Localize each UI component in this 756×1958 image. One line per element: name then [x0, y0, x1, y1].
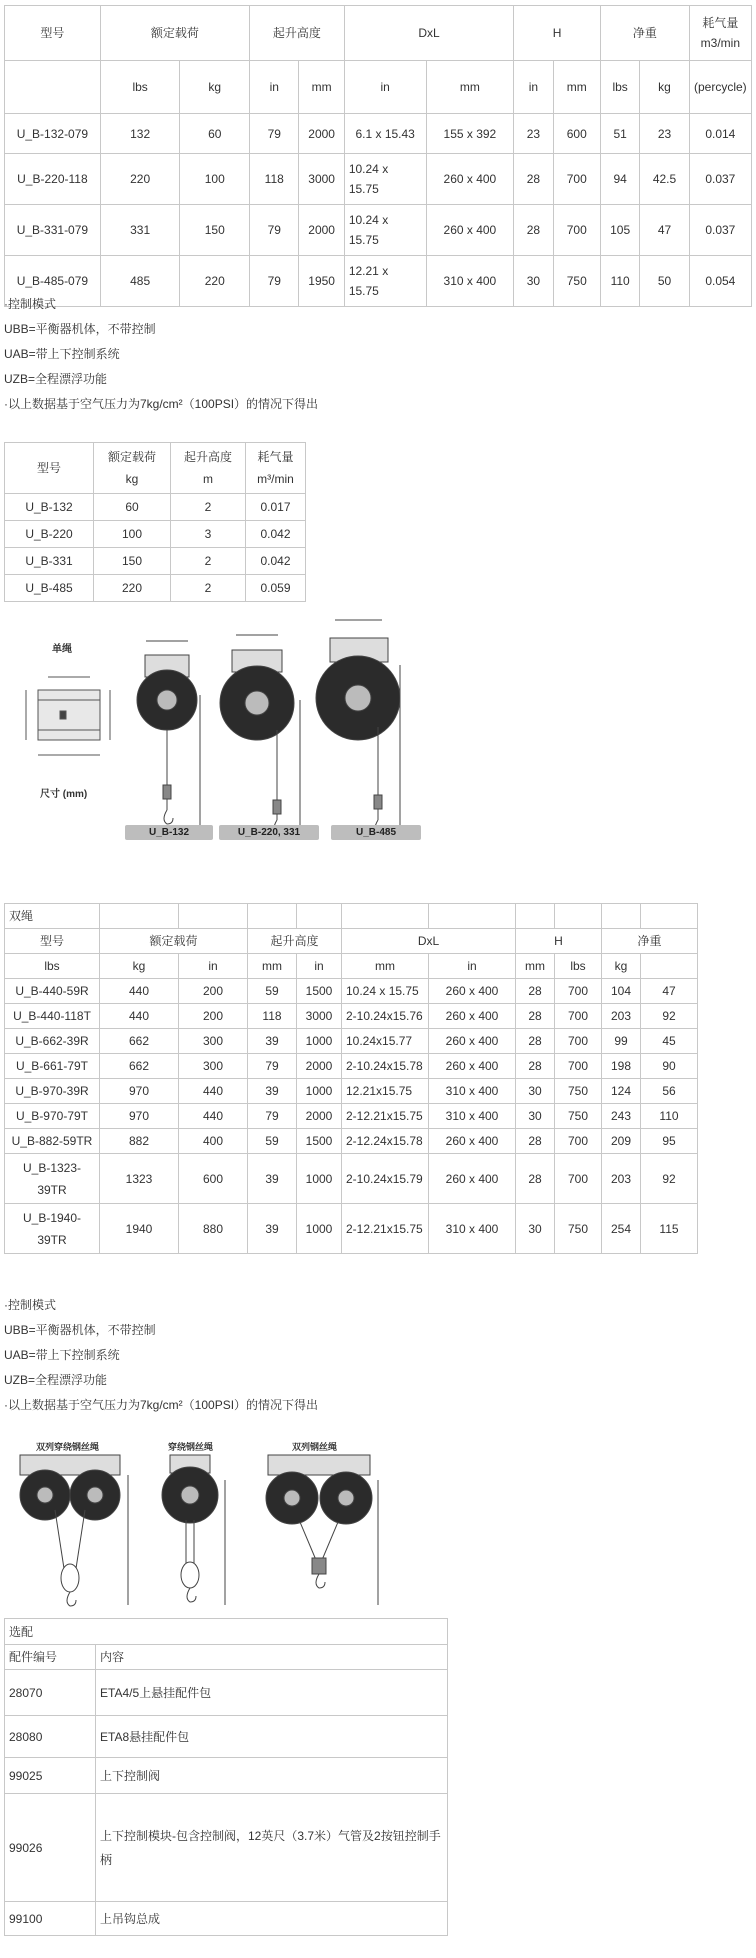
accessories-table [4, 1618, 448, 1936]
double-rope-figure [0, 1440, 420, 1615]
table-header-row: 型号 额定载荷 起升高度 DxL H 净重 [5, 929, 698, 954]
table-header-row: 配件编号 内容 [5, 1645, 448, 1670]
header-dxl: DxL [344, 6, 513, 61]
table-row: U_B-331-079 331 150 79 2000 10.24 x 15.75 260 x 400 28 700 105 47 0.037 [5, 205, 752, 256]
table-row: U_B-661-79T 662 300 79 2000 2-10.24x15.78 260 x 400 28 700 198 90 [5, 1054, 698, 1079]
side-view-drawing [26, 677, 110, 755]
table-row: U_B-440-118T 440 200 118 3000 2-10.24x15.76 260 x 400 28 700 203 92 [5, 1004, 698, 1029]
double-rope-label-3: 双列钢丝绳 [292, 1442, 338, 1452]
balancer-132-drawing [137, 641, 200, 830]
caption-ub-485: U_B-485 [331, 825, 421, 840]
header-air: 耗气量 m3/min [689, 6, 751, 61]
double-wire-drawing [266, 1455, 378, 1605]
caption-ub-220-331: U_B-220, 331 [219, 825, 319, 840]
single-rope-figure [0, 605, 440, 845]
balancer-drawings [0, 605, 440, 845]
table-header-row: 型号 额定载荷 kg 起升高度 m 耗气量 m³/min [5, 443, 306, 494]
double-rope-drawings [0, 1440, 420, 1615]
air-consumption-table [4, 442, 306, 602]
table-row: 99026 上下控制模块-包含控制阀，12英尺（3.7米）气管及2按钮控制手柄 [5, 1794, 448, 1902]
table-row: U_B-485 220 2 0.059 [5, 575, 306, 602]
header-lift-height: 起升高度 [250, 6, 345, 61]
double-reeving-drawing [20, 1455, 128, 1606]
table-row: U_B-132 60 2 0.017 [5, 494, 306, 521]
double-rope-label-1: 双列穿绕钢丝绳 [36, 1442, 100, 1452]
table-row: U_B-220 100 3 0.042 [5, 521, 306, 548]
table-row: U_B-970-79T 970 440 79 2000 2-12.21x15.75 310 x 400 30 750 243 110 [5, 1104, 698, 1129]
table-row: U_B-485-079 485 220 79 1950 12.21 x 15.75 310 x 400 30 750 110 50 0.054 [5, 256, 752, 307]
spec-table-double [4, 903, 698, 1254]
double-rope-label-2: 穿绕钢丝绳 [168, 1442, 214, 1452]
table-row: 28070 ETA4/5上悬挂配件包 [5, 1670, 448, 1716]
table-row: U_B-132-079 132 60 79 2000 6.1 x 15.43 155 x 392 23 600 51 23 0.014 [5, 114, 752, 154]
table-unit-row: lbs kg in mm in mm in mm lbs kg (percycle) [5, 61, 752, 114]
table-unit-row: lbs kg in mm in mm in mm lbs kg [5, 954, 698, 979]
balancer-220-331-drawing [220, 635, 300, 837]
table-row: 99025 上下控制阀 [5, 1758, 448, 1794]
reeving-drawing [162, 1455, 225, 1605]
notes-block: ·控制模式 UBB=平衡器机体，不带控制 UAB=带上下控制系统 UZB=全程漂浮功能 ·以上数据基于空气压力为7kg/cm²（100PSI）的情况下得出 [4, 297, 319, 411]
header-model: 型号 [5, 6, 101, 61]
table-title-row: 双绳 [5, 904, 698, 929]
table-row: U_B-882-59TR 882 400 59 1500 2-12.24x15.78 260 x 400 28 700 209 95 [5, 1129, 698, 1154]
caption-ub-132: U_B-132 [125, 825, 213, 840]
table-row: U_B-1323-39TR 1323 600 39 1000 2-10.24x15.79 260 x 400 28 700 203 92 [5, 1154, 698, 1204]
table-row: U_B-220-118 220 100 118 3000 10.24 x 15.75 260 x 400 28 700 94 42.5 0.037 [5, 154, 752, 205]
balancer-485-drawing [316, 620, 400, 837]
table-row: U_B-440-59R 440 200 59 1500 10.24 x 15.75 260 x 400 28 700 104 47 [5, 979, 698, 1004]
table-row: 28080 ETA8悬挂配件包 [5, 1716, 448, 1758]
table-row: U_B-970-39R 970 440 39 1000 12.21x15.75 310 x 400 30 750 124 56 [5, 1079, 698, 1104]
header-h: H [514, 6, 601, 61]
spec-table-single [4, 5, 752, 307]
table-row: U_B-331 150 2 0.042 [5, 548, 306, 575]
dimension-label: 尺寸 (mm) [40, 789, 88, 800]
table-row: U_B-1940-39TR 1940 880 39 1000 2-12.21x15.75 310 x 400 30 750 254 115 [5, 1204, 698, 1254]
header-weight: 净重 [600, 6, 689, 61]
single-rope-label: 单绳 [52, 644, 72, 655]
table-header-row [5, 6, 752, 61]
table-row: U_B-662-39R 662 300 39 1000 10.24x15.77 260 x 400 28 700 99 45 [5, 1029, 698, 1054]
notes-block-2: ·控制模式 UBB=平衡器机体，不带控制 UAB=带上下控制系统 UZB=全程漂浮功能 ·以上数据基于空气压力为7kg/cm²（100PSI）的情况下得出 [4, 1298, 319, 1412]
table-row: 99100 上吊钩总成 [5, 1902, 448, 1936]
table-title-row: 选配 [5, 1619, 448, 1645]
header-rated-load: 额定载荷 [100, 6, 249, 61]
